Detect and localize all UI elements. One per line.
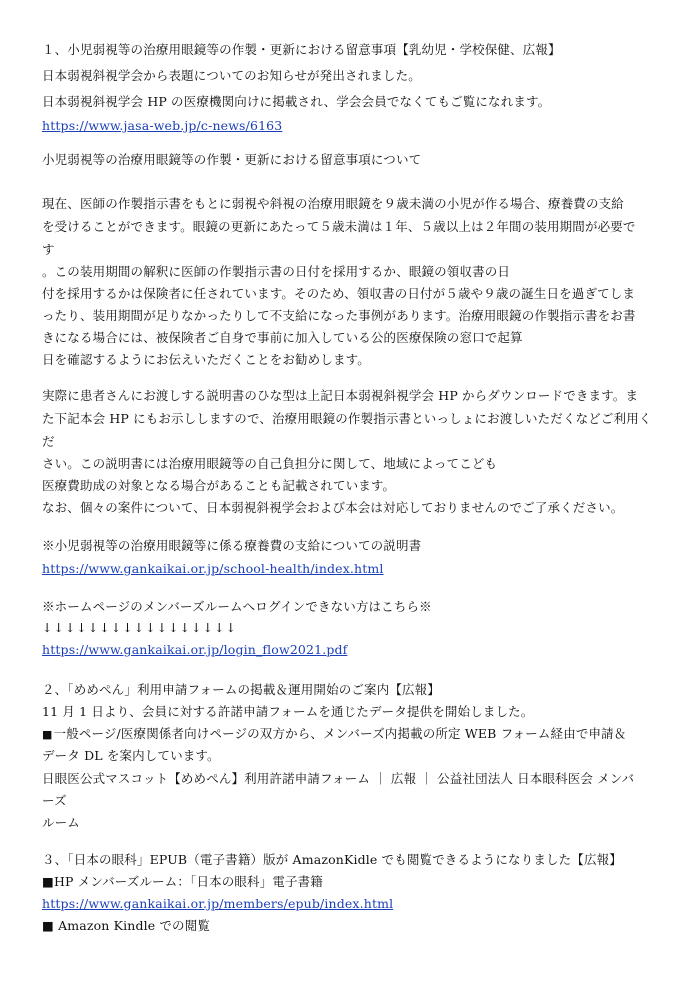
school-health-link[interactable]: https://www.gankaikai.or.jp/school-health/index.html	[42, 561, 384, 576]
square-bullet-icon: ■	[42, 728, 53, 741]
para1-line7: きになる場合には、被保険者ご自身で事前に加入している公的医療保険の窓口で起算	[42, 330, 523, 345]
section2-line5: ーズ	[42, 793, 67, 808]
section2-line1: 11 月 1 日より、会員に対する許諾申請フォームを通じたデータ提供を開始しました。	[42, 704, 534, 719]
login-flow-link[interactable]: https://www.gankaikai.or.jp/login_flow2021.pdf	[42, 642, 348, 657]
section2-line6: ルーム	[42, 815, 80, 830]
epub-link[interactable]: https://www.gankaikai.or.jp/members/epub/index.html	[42, 896, 394, 911]
section3-heading: ３、「日本の眼科」EPUB（電子書籍）版が AmazonKidle でも閲覧できるようになりました【広報】	[42, 852, 622, 867]
para2-line5: 医療費助成の対象となる場合があることも記載されています。	[42, 478, 396, 493]
para1-line3: す	[42, 242, 55, 257]
down-arrows: ↓↓↓↓↓↓↓↓↓↓↓↓↓↓↓↓↓	[42, 620, 238, 635]
para1-line6: ったり、装用期間が足りなかったりして不支給になった事例があります。治療用眼鏡の作製指示書をお書	[42, 308, 636, 323]
para2-line6: なお、個々の案件について、日本弱視斜視学会および本会は対応しておりませんのでご了承ください。	[42, 500, 624, 515]
section2-line2-text: 一般ページ/医療関係者向けページの双方から、メンバーズ内掲載の所定 WEB フォーム経由で申請＆	[53, 726, 627, 741]
para2-line4: さい。この説明書には治療用眼鏡等の自己負担分に関して、地域によってこども	[42, 456, 498, 471]
para2-line3: だ	[42, 434, 55, 449]
para1-line5: 付を採用するかは保険者に任されています。そのため、領収書の日付が５歳や９歳の誕生日を過ぎてしま	[42, 286, 636, 301]
section1-intro-line1: 日本弱視斜視学会から表題についてのお知らせが発出されました。	[42, 68, 421, 83]
para1-line1: 現在、医師の作製指示書をもとに弱視や斜視の治療用眼鏡を９歳未満の小児が作る場合、療養費の支給	[42, 196, 624, 211]
para1-line4: 。この装用期間の解釈に医師の作製指示書の日付を採用するか、眼鏡の領収書の日	[42, 264, 511, 279]
section2-line4: 日眼医公式マスコット【めめぺん】利用許諾申請フォーム ｜ 広報 ｜ 公益社団法人 日本眼科医会 メンバ	[42, 771, 635, 786]
section2-line3: データ DL を案内しています。	[42, 748, 220, 763]
section1-intro-line2: 日本弱視斜視学会 HP の医療機関向けに掲載され、学会会員でなくてもご覧になれます。	[42, 94, 551, 109]
para1-line2: を受けることができます。眼鏡の更新にあたって５歳未満は１年、５歳以上は２年間の装用期間が必要で	[42, 219, 636, 234]
para1-line8: 日を確認するようにお伝えいただくことをお勧めします。	[42, 352, 370, 367]
jasa-news-link[interactable]: https://www.jasa-web.jp/c-news/6163	[42, 118, 283, 133]
para2-line1: 実際に患者さんにお渡しする説明書のひな型は上記日本弱視斜視学会 HP からダウンロードできます。ま	[42, 388, 639, 403]
para2-line2: た下記本会 HP にもお示ししますので、治療用眼鏡の作製指示書といっしょにお渡しいただくなどご利用く	[42, 411, 652, 426]
section2-line2	[42, 726, 626, 743]
section1-heading: １、小児弱視等の治療用眼鏡等の作製・更新における留意事項【乳幼児・学校保健、広報】	[42, 42, 561, 57]
section1-subheading: 小児弱視等の治療用眼鏡等の作製・更新における留意事項について	[42, 152, 422, 167]
explanation-doc-label: ※小児弱視等の治療用眼鏡等に係る療養費の支給についての説明書	[42, 538, 422, 553]
section2-heading: ２、「めめぺん」利用申請フォームの掲載＆運用開始のご案内【広報】	[42, 682, 440, 697]
section3-bullet-members: ■HP メンバーズルーム：「日本の眼科」電子書籍	[42, 874, 323, 889]
section3-bullet-kindle: ■ Amazon Kindle での閲覧	[42, 918, 211, 933]
login-note: ※ホームページのメンバーズルームへログインできない方はこちら※	[42, 599, 432, 614]
